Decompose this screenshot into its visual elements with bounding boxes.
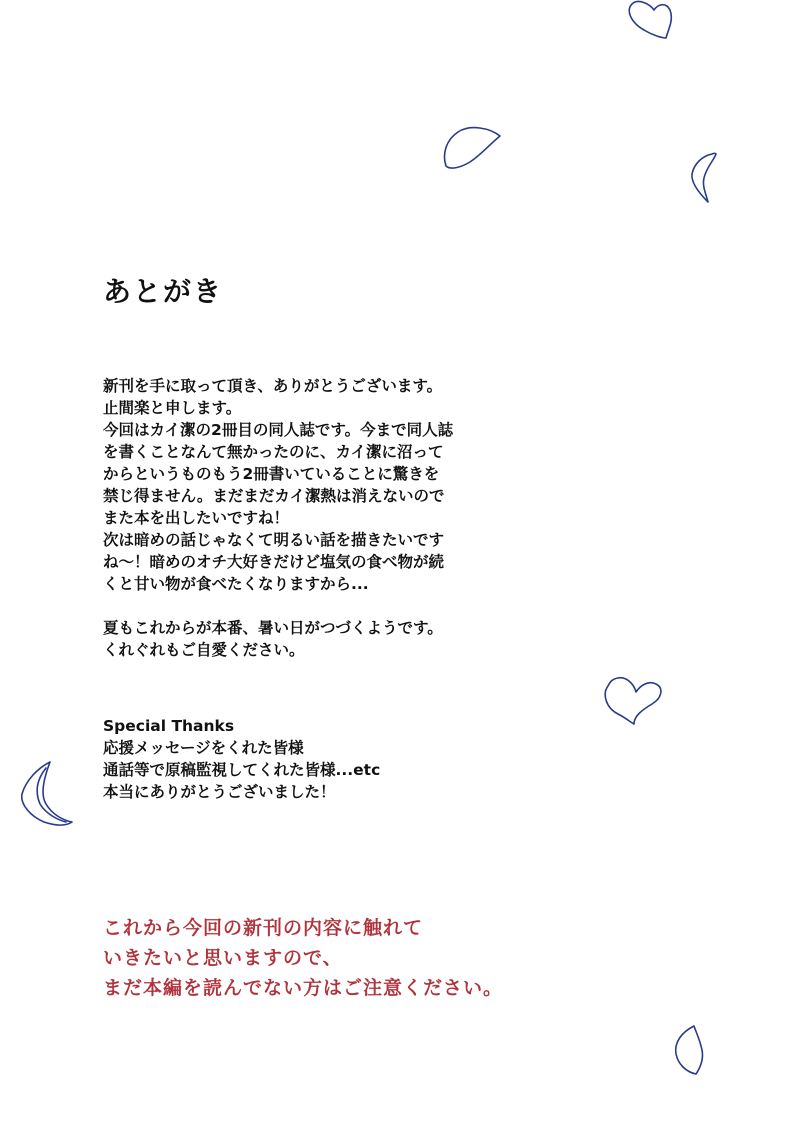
petal-icon <box>600 674 666 726</box>
body-line: また本を出したいですね！ <box>103 509 290 527</box>
body-line: くれぐれもご自愛ください。 <box>103 641 305 659</box>
paragraph-gap <box>103 595 453 617</box>
afterword-body <box>103 375 453 661</box>
body-line: からというものもう2冊書いていることに驚きを <box>103 465 440 483</box>
body-line: 新刊を手に取って頂き、ありがとうございます。 <box>103 377 443 395</box>
body-line: 今回はカイ潔の2冊目の同人誌です。今まで同人誌 <box>103 421 454 439</box>
thanks-line: 応援メッセージをくれた皆様 <box>103 739 304 757</box>
body-line: 次は暗めの話じゃなくて明るい話を描きたいです <box>103 531 445 549</box>
notice-line: まだ本編を読んでない方はご注意ください。 <box>103 977 504 999</box>
petal-icon <box>670 1022 710 1078</box>
notice-line: いきたいと思いますので、 <box>103 947 343 969</box>
body-line: 夏もこれからが本番、暑い日がつづくようです。 <box>103 619 443 637</box>
spoiler-notice <box>103 913 503 1003</box>
petal-icon <box>622 0 682 42</box>
special-thanks <box>103 715 380 803</box>
body-line: を書くことなんて無かったのに、カイ潔に沼って <box>103 443 444 461</box>
petal-icon <box>688 150 722 206</box>
page-title: あとがき <box>103 275 224 308</box>
thanks-heading: Special Thanks <box>103 717 235 735</box>
petal-icon <box>16 758 76 830</box>
body-line: 禁じ得ません。まだまだカイ潔熱は消えないので <box>103 487 445 505</box>
body-line: 止間楽と申します。 <box>103 399 242 417</box>
petal-icon <box>440 122 504 172</box>
body-line: くと甘い物が食べたくなりますから... <box>103 575 369 593</box>
thanks-line: 通話等で原稿監視してくれた皆様...etc <box>103 761 381 779</box>
thanks-line: 本当にありがとうございました！ <box>103 783 336 801</box>
notice-line: これから今回の新刊の内容に触れて <box>103 917 424 939</box>
body-line: ね～！暗めのオチ大好きだけど塩気の食べ物が続 <box>103 553 445 571</box>
